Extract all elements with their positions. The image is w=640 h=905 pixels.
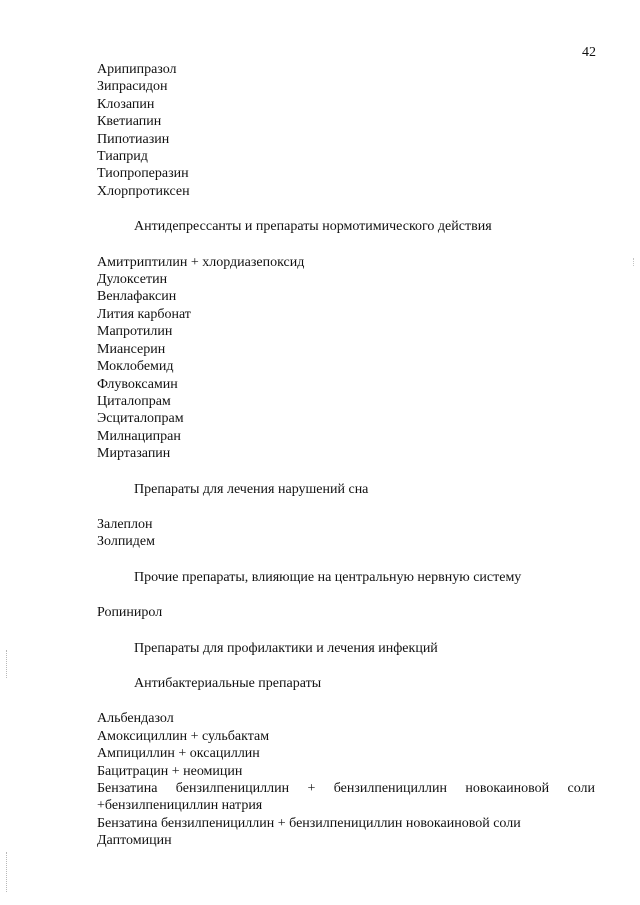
drug-item: Тиопроперазин <box>97 166 189 182</box>
drug-list-antidepressants <box>97 254 595 463</box>
drug-item: Залеплон <box>97 516 153 532</box>
drug-item: Эсциталопрам <box>97 411 184 427</box>
drug-item: Клозапин <box>97 96 155 112</box>
drug-item: Лития карбонат <box>97 306 191 322</box>
drug-item: Моклобемид <box>97 359 174 375</box>
drug-item: Амоксициллин + сульбактам <box>97 728 270 744</box>
drug-item: Флувоксамин <box>97 376 178 392</box>
section-heading-antidepressants: Антидепрессанты и препараты нормотимического действия <box>134 219 492 235</box>
drug-item: Милнаципран <box>97 428 181 444</box>
scan-margin-marks <box>6 650 9 678</box>
drug-item: Бацитрацин + неомицин <box>97 763 243 779</box>
page-number: 42 <box>582 45 596 60</box>
drug-item: Миртазапин <box>97 446 171 462</box>
drug-item: Тиаприд <box>97 149 148 165</box>
drug-item: Мапротилин <box>97 324 173 340</box>
section-heading-other-cns: Прочие препараты, влияющие на центральную нервную систему <box>134 569 522 585</box>
drug-item: Зипрасидон <box>97 79 168 95</box>
scan-edge-mark <box>633 258 636 266</box>
drug-list-sleep <box>97 516 595 551</box>
drug-item: Дулоксетин <box>97 272 168 288</box>
drug-item-wrapped-line-2: +бензилпенициллин натрия <box>97 798 263 814</box>
drug-item: Циталопрам <box>97 393 171 409</box>
drug-item: Ропинирол <box>97 605 163 621</box>
section-heading-infections: Препараты для профилактики и лечения инфекций <box>134 640 438 656</box>
drug-list-antipsychotics <box>97 61 595 200</box>
scan-margin-marks <box>6 852 9 892</box>
drug-item: Пипотиазин <box>97 131 170 147</box>
drug-item: Ампициллин + оксациллин <box>97 746 260 762</box>
drug-item: Даптомицин <box>97 833 172 849</box>
drug-item: Венлафаксин <box>97 289 177 305</box>
drug-item: Миансерин <box>97 341 166 357</box>
drug-item: Альбендазол <box>97 711 174 727</box>
drug-item: Бензатина бензилпенициллин + бензилпенициллин новокаиновой соли <box>97 815 521 831</box>
section-heading-antibacterial: Антибактериальные препараты <box>134 675 322 691</box>
drug-item-wrapped-line-1: Бензатина бензилпенициллин + бензилпенициллин новокаиновой соли <box>97 781 595 796</box>
section-heading-sleep: Препараты для лечения нарушений сна <box>134 481 369 497</box>
document-body <box>97 61 595 850</box>
drug-item: Амитриптилин + хлордиазепоксид <box>97 254 305 270</box>
drug-list-antibacterial <box>97 710 595 849</box>
drug-item: Кветиапин <box>97 114 162 130</box>
drug-item: Арипипразол <box>97 62 177 77</box>
drug-item: Хлорпротиксен <box>97 183 190 199</box>
drug-item: Золпидем <box>97 534 155 550</box>
drug-list-other-cns <box>97 604 595 621</box>
